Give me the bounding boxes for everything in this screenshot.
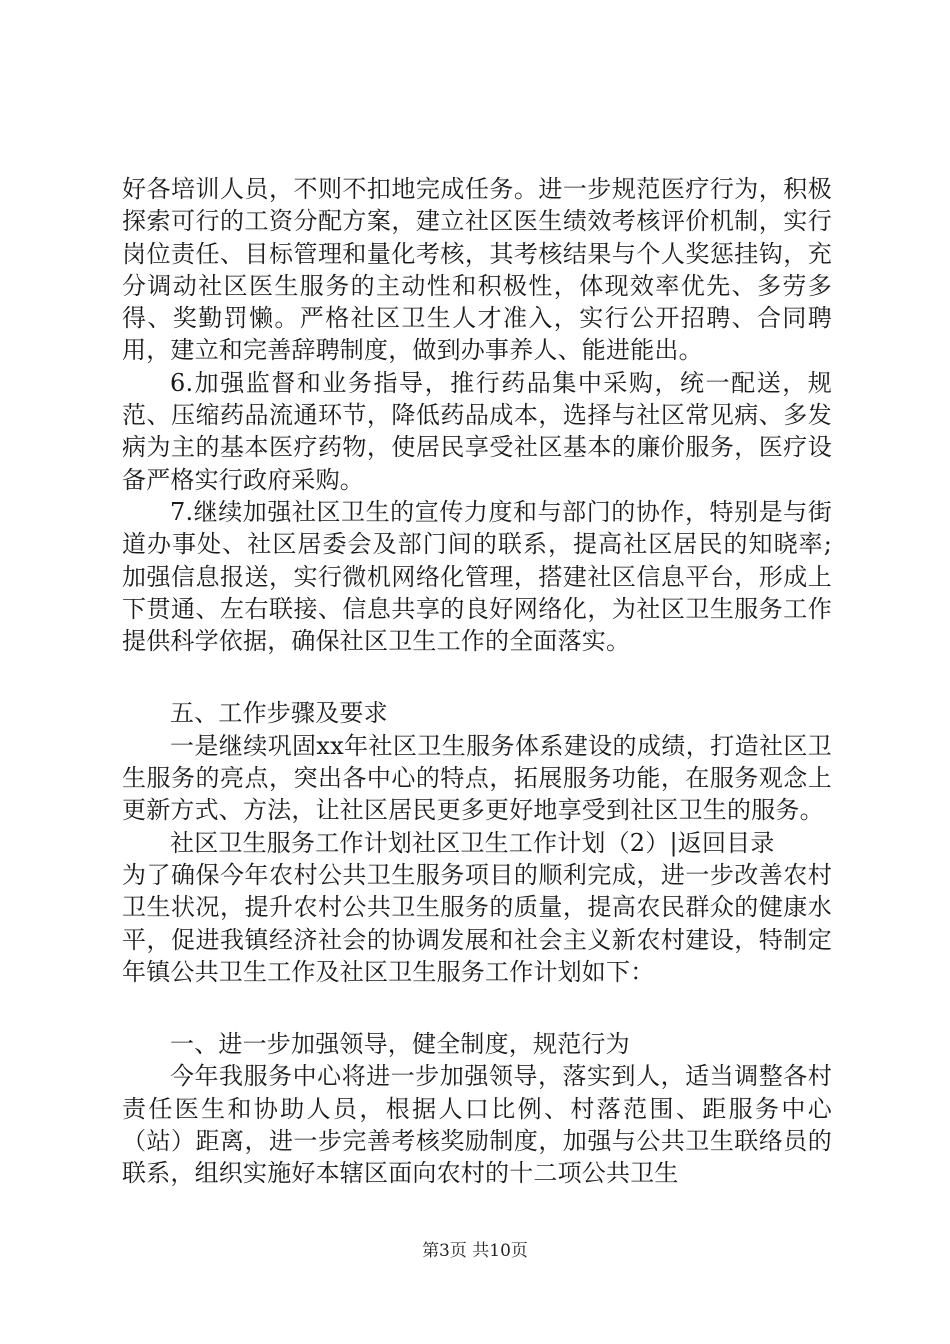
paragraph-item-6: 6.加强监督和业务指导，推行药品集中采购，统一配送，规范、压缩药品流通环节，降低药品成本，选择与社区常见病、多发病为主的基本医疗药物，使居民享受社区基本的廉价服务，医疗设备严格实行政府采购。 (122, 368, 832, 494)
paragraph-item-7: 7.继续加强社区卫生的宣传力度和与部门的协作，特别是与街道办事处、社区居委会及部门间的联系，提高社区居民的知晓率;加强信息报送，实行微机网络化管理，搭建社区信息平台，形成上下贯通、左右联接、信息共享的良好网络化，为社区卫生服务工作提供科学依据，确保社区卫生工作的全面落实。 (122, 497, 832, 656)
section-heading-steps: 五、工作步骤及要求 (170, 699, 388, 728)
paragraph-step-one: 一是继续巩固xx年社区卫生服务体系建设的成绩，打造社区卫生服务的亮点，突出各中心的特点，拓展服务功能，在服务观念上更新方式、方法，让社区居民更多更好地享受到社区卫生的服务。 (122, 731, 832, 825)
paragraph-gap (122, 657, 832, 697)
page-footer: 第3页 共10页 (422, 1241, 528, 1261)
paragraph-plan-intro: 为了确保今年农村公共卫生服务项目的顺利完成，进一步改善农村卫生状况，提升农村公共卫生服务的质量，提高农民群众的健康水平，促进我镇经济社会的协调发展和社会主义新农村建设，特制定年镇公共卫生工作及社区卫生服务工作计划如下： (122, 860, 832, 986)
section-heading-leadership: 一、进一步加强领导，健全制度，规范行为 (170, 1030, 630, 1059)
document-body (122, 173, 832, 1190)
paragraph-plan-title-link: 社区卫生服务工作计划社区卫生工作计划（2）|返回目录 (170, 828, 775, 857)
paragraph-gap (122, 988, 832, 1028)
paragraph-training-continuation: 好各培训人员，不则不扣地完成任务。进一步规范医疗行为，积极探索可行的工资分配方案，建立社区医生绩效考核评价机制，实行岗位责任、目标管理和量化考核，其考核结果与个人奖惩挂钩，充分调动社区医生服务的主动性和积极性，体现效率优先、多劳多得、奖勤罚懒。严格社区卫生人才准入，实行公开招聘、合同聘用，建立和完善辞聘制度，做到办事养人、能进能出。 (122, 175, 832, 365)
paragraph-leadership: 今年我服务中心将进一步加强领导，落实到人，适当调整各村责任医生和协助人员，根据人口比例、村落范围、距服务中心（站）距离，进一步完善考核奖励制度，加强与公共卫生联络员的联系，组织实施好本辖区面向农村的十二项公共卫生 (122, 1062, 832, 1188)
